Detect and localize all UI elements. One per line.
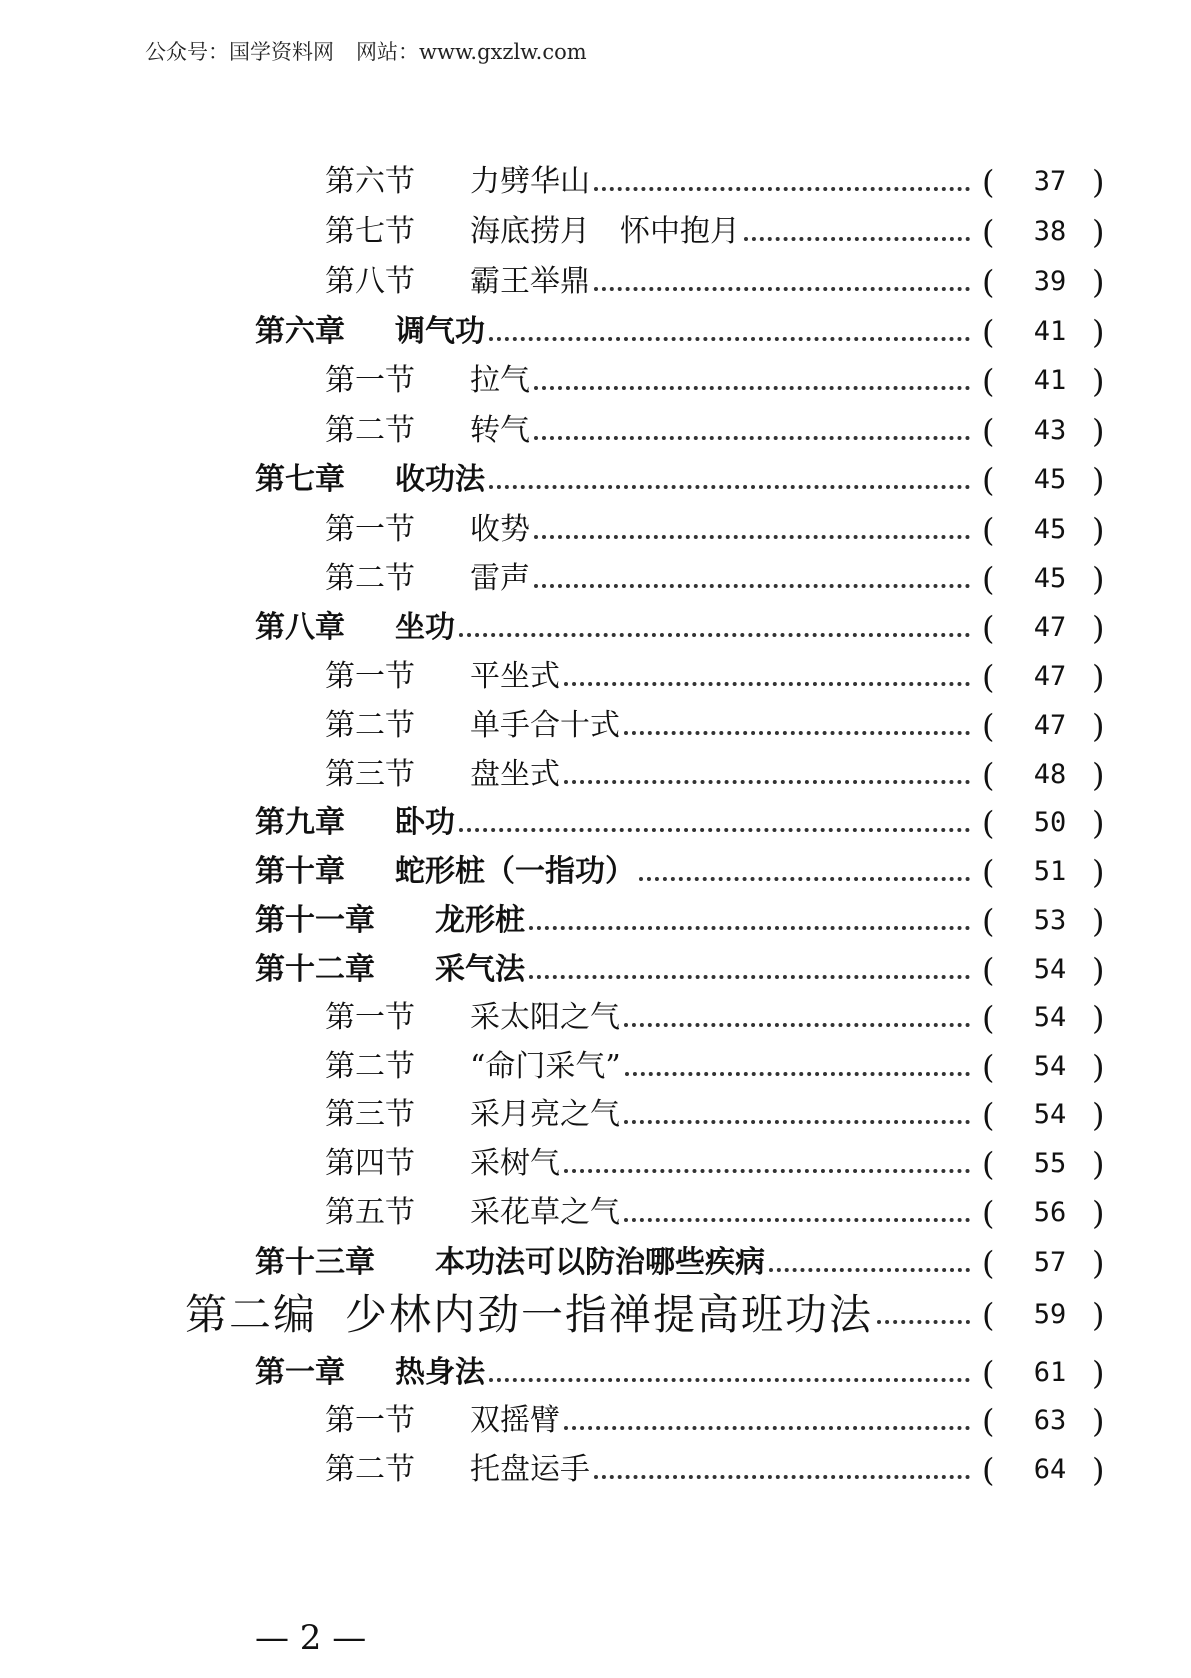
- toc-leader-dots: [625, 1030, 970, 1076]
- toc-entry-title: 卧功: [395, 805, 455, 840]
- toc-page-number: 47: [1033, 661, 1067, 692]
- page-paren-open: (: [982, 658, 995, 696]
- toc-entry-title: 平坐式: [470, 659, 560, 694]
- toc-entry-number: 第九章: [255, 805, 345, 840]
- page-paren-open: (: [982, 362, 995, 400]
- toc-label: [325, 507, 530, 553]
- toc-entry-title: 托盘运手: [470, 1452, 590, 1487]
- toc-entry-number: 第六节: [325, 164, 415, 199]
- toc-label: [325, 1141, 560, 1187]
- toc-leader-dots: [877, 1278, 970, 1324]
- toc-page-number: 37: [1033, 166, 1067, 197]
- toc-label: [325, 1398, 560, 1444]
- toc-label: [255, 605, 455, 651]
- page-paren-close: ): [1092, 511, 1105, 549]
- toc-entry-title: 收势: [470, 512, 530, 547]
- toc-entry-title: 盘坐式: [470, 757, 560, 792]
- toc-page-number: 47: [1033, 710, 1067, 741]
- page-paren-open: (: [982, 1194, 995, 1232]
- toc-leader-dots: [624, 689, 970, 735]
- toc-entry-title: 采树气: [470, 1146, 560, 1181]
- page-paren-open: (: [982, 609, 995, 647]
- toc-entry-title: “命门采气”: [470, 1049, 621, 1084]
- toc-page-number: 56: [1033, 1197, 1067, 1228]
- toc-row[interactable]: [0, 800, 1191, 846]
- toc-page-number: 45: [1033, 563, 1067, 594]
- toc-entry-title: 采月亮之气: [470, 1097, 620, 1132]
- page-paren-open: (: [982, 1048, 995, 1086]
- toc-entry-title: 蛇形桩（一指功）: [395, 854, 635, 889]
- toc-entry-title: 雷声: [470, 561, 530, 596]
- page-paren-open: (: [982, 1145, 995, 1183]
- toc-entry-title: 热身法: [395, 1355, 485, 1390]
- toc-row[interactable]: [0, 159, 1191, 205]
- toc-entry-number: 第一节: [325, 512, 415, 547]
- page-paren-open: (: [982, 951, 995, 989]
- toc-entry-number: 第十一章: [255, 903, 375, 938]
- toc-leader-dots: [534, 493, 970, 539]
- page-paren-open: (: [982, 902, 995, 940]
- toc-entry-number: 第二节: [325, 1049, 415, 1084]
- toc-leader-dots: [529, 884, 970, 930]
- page-paren-close: ): [1092, 1096, 1105, 1134]
- toc-page-number: 39: [1033, 266, 1067, 297]
- page-paren-close: ): [1092, 213, 1105, 251]
- page-paren-open: (: [982, 461, 995, 499]
- page-paren-close: ): [1092, 313, 1105, 351]
- toc-entry-number: 第四节: [325, 1146, 415, 1181]
- page-paren-open: (: [982, 756, 995, 794]
- page-paren-open: (: [982, 163, 995, 201]
- toc-leader-dots: [564, 640, 970, 686]
- page-paren-close: ): [1092, 951, 1105, 989]
- toc-leader-dots: [459, 591, 970, 637]
- toc-entry-number: 第一章: [255, 1355, 345, 1390]
- toc-page-number: 53: [1033, 905, 1067, 936]
- page-paren-close: ): [1092, 1194, 1105, 1232]
- page-paren-close: ): [1092, 1145, 1105, 1183]
- page-paren-open: (: [982, 412, 995, 450]
- toc-leader-dots: [639, 835, 970, 881]
- toc-label: [255, 309, 485, 355]
- toc-entry-title: 单手合十式: [470, 708, 620, 743]
- toc-page-number: 64: [1033, 1454, 1067, 1485]
- toc-entry-number: 第一节: [325, 659, 415, 694]
- toc-entry-number: 第一节: [325, 1403, 415, 1438]
- toc-label: [325, 1190, 620, 1236]
- page-paren-close: ): [1092, 902, 1105, 940]
- toc-label: [325, 1044, 621, 1090]
- toc-leader-dots: [564, 1384, 970, 1430]
- toc-label: [255, 947, 525, 993]
- toc-leader-dots: [534, 344, 970, 390]
- page-paren-open: (: [982, 313, 995, 351]
- toc-entry-number: 第二节: [325, 708, 415, 743]
- toc-entry-number: 第八章: [255, 610, 345, 645]
- page-paren-close: ): [1092, 263, 1105, 301]
- page-paren-close: ): [1092, 707, 1105, 745]
- toc-entry-title: 收功法: [395, 462, 485, 497]
- toc-entry-number: 第十三章: [255, 1245, 375, 1280]
- toc-page-number: 55: [1033, 1148, 1067, 1179]
- toc-page-number: 63: [1033, 1405, 1067, 1436]
- toc-entry-title: 力劈华山: [470, 164, 590, 199]
- toc-entry-title: 双摇臂: [470, 1403, 560, 1438]
- page-paren-open: (: [982, 804, 995, 842]
- page-paren-close: ): [1092, 609, 1105, 647]
- toc-row[interactable]: [0, 1292, 1191, 1338]
- toc-entry-number: 第二节: [325, 561, 415, 596]
- page-number: — 2 —: [255, 1618, 367, 1658]
- toc-page-number: 38: [1033, 216, 1067, 247]
- page-paren-open: (: [982, 999, 995, 1037]
- toc-row[interactable]: [0, 654, 1191, 700]
- toc-page-number: 54: [1033, 1002, 1067, 1033]
- toc-entry-title: 调气功: [395, 314, 485, 349]
- header-website: 网站：www.gxzlw.com: [356, 40, 587, 64]
- toc-page-number: 54: [1033, 1051, 1067, 1082]
- page-paren-close: ): [1092, 1402, 1105, 1440]
- toc-page-number: 45: [1033, 514, 1067, 545]
- toc-entry-title: 霸王举鼎: [470, 264, 590, 299]
- page-paren-close: ): [1092, 1244, 1105, 1282]
- toc-leader-dots: [769, 1226, 970, 1272]
- page-paren-close: ): [1092, 853, 1105, 891]
- toc-entry-number: 第五节: [325, 1195, 415, 1230]
- toc-entry-number: 第三节: [325, 1097, 415, 1132]
- toc-page-number: 47: [1033, 612, 1067, 643]
- toc-label: [255, 800, 455, 846]
- page-paren-open: (: [982, 213, 995, 251]
- page-paren-close: ): [1092, 756, 1105, 794]
- page-paren-close: ): [1092, 1048, 1105, 1086]
- toc-entry-title: 拉气: [470, 363, 530, 398]
- toc-entry-number: 第二节: [325, 1452, 415, 1487]
- toc-label: [255, 1350, 485, 1396]
- page-paren-close: ): [1092, 412, 1105, 450]
- toc-entry-number: 第十章: [255, 854, 345, 889]
- toc-label: [255, 457, 485, 503]
- toc-row[interactable]: [0, 1044, 1191, 1090]
- page-paren-close: ): [1092, 1354, 1105, 1392]
- toc-page-number: 51: [1033, 856, 1067, 887]
- toc-entry-title: 海底捞月 怀中抱月: [470, 214, 740, 249]
- toc-page-number: 50: [1033, 807, 1067, 838]
- header-wechat: 公众号：国学资料网: [145, 40, 334, 64]
- page-paren-open: (: [982, 1096, 995, 1134]
- toc-entry-title: 龙形桩: [435, 903, 525, 938]
- toc-leader-dots: [594, 1433, 970, 1479]
- toc-entry-number: 第一节: [325, 1000, 415, 1035]
- toc-leader-dots: [534, 542, 970, 588]
- toc-row[interactable]: [0, 1447, 1191, 1493]
- toc-page-number: 48: [1033, 759, 1067, 790]
- toc-entry-number: 第一节: [325, 363, 415, 398]
- toc-entry-title: 转气: [470, 413, 530, 448]
- toc-leader-dots: [624, 981, 970, 1027]
- toc-page-number: 43: [1033, 415, 1067, 446]
- toc-leader-dots: [534, 394, 970, 440]
- toc-entry-number: 第二节: [325, 413, 415, 448]
- page-paren-close: ): [1092, 1296, 1105, 1334]
- page-paren-close: ): [1092, 999, 1105, 1037]
- toc-leader-dots: [489, 295, 970, 341]
- page-paren-close: ): [1092, 362, 1105, 400]
- page-paren-close: ): [1092, 461, 1105, 499]
- toc-leader-dots: [564, 738, 970, 784]
- toc-entry-number: 第十二章: [255, 952, 375, 987]
- toc-leader-dots: [744, 195, 970, 241]
- toc-entry-title: 本功法可以防治哪些疾病: [435, 1245, 765, 1280]
- toc-leader-dots: [594, 245, 970, 291]
- toc-entry-title: 采太阳之气: [470, 1000, 620, 1035]
- toc-page-number: 41: [1033, 316, 1067, 347]
- toc-page-number: 59: [1033, 1299, 1067, 1330]
- toc-label: [255, 1240, 765, 1286]
- page-paren-open: (: [982, 263, 995, 301]
- toc-leader-dots: [624, 1176, 970, 1222]
- page-paren-close: ): [1092, 163, 1105, 201]
- toc-entry-title: 少林内劲一指禅提高班功法: [345, 1290, 874, 1339]
- toc-leader-dots: [529, 933, 970, 979]
- page-paren-close: ): [1092, 658, 1105, 696]
- toc-row[interactable]: [0, 995, 1191, 1041]
- toc-label: [325, 159, 590, 205]
- toc-leader-dots: [489, 443, 970, 489]
- page-paren-close: ): [1092, 1451, 1105, 1489]
- toc-label: [255, 898, 525, 944]
- page-paren-close: ): [1092, 804, 1105, 842]
- toc-entry-title: 采气法: [435, 952, 525, 987]
- toc-label: [185, 1292, 873, 1338]
- page-paren-open: (: [982, 1402, 995, 1440]
- toc-entry-number: 第三节: [325, 757, 415, 792]
- page-paren-open: (: [982, 560, 995, 598]
- toc-leader-dots: [594, 145, 970, 191]
- toc-page-number: 54: [1033, 954, 1067, 985]
- toc-row[interactable]: [0, 1240, 1191, 1286]
- toc-row[interactable]: [0, 1141, 1191, 1187]
- page-paren-open: (: [982, 707, 995, 745]
- toc-leader-dots: [489, 1336, 970, 1382]
- page-paren-open: (: [982, 1451, 995, 1489]
- toc-label: [325, 654, 560, 700]
- page-paren-close: ): [1092, 560, 1105, 598]
- toc-row[interactable]: [0, 1190, 1191, 1236]
- page-paren-open: (: [982, 1244, 995, 1282]
- toc-entry-number: 第二编: [185, 1290, 318, 1339]
- toc-page-number: 41: [1033, 365, 1067, 396]
- toc-page-number: 54: [1033, 1099, 1067, 1130]
- toc-entry-number: 第七节: [325, 214, 415, 249]
- toc-label: [325, 358, 530, 404]
- toc-entry-title: 采花草之气: [470, 1195, 620, 1230]
- toc-entry-number: 第六章: [255, 314, 345, 349]
- toc-page-number: 57: [1033, 1247, 1067, 1278]
- page-paren-open: (: [982, 511, 995, 549]
- page-paren-open: (: [982, 853, 995, 891]
- page-paren-open: (: [982, 1296, 995, 1334]
- toc-label: [325, 995, 620, 1041]
- toc-leader-dots: [459, 786, 970, 832]
- toc-page-number: 45: [1033, 464, 1067, 495]
- toc-leader-dots: [564, 1127, 970, 1173]
- page-paren-open: (: [982, 1354, 995, 1392]
- toc-entry-title: 坐功: [395, 610, 455, 645]
- toc-row[interactable]: [0, 947, 1191, 993]
- toc-entry-number: 第八节: [325, 264, 415, 299]
- toc-leader-dots: [624, 1078, 970, 1124]
- toc-page-number: 61: [1033, 1357, 1067, 1388]
- toc-label: [325, 1447, 590, 1493]
- toc-entry-number: 第七章: [255, 462, 345, 497]
